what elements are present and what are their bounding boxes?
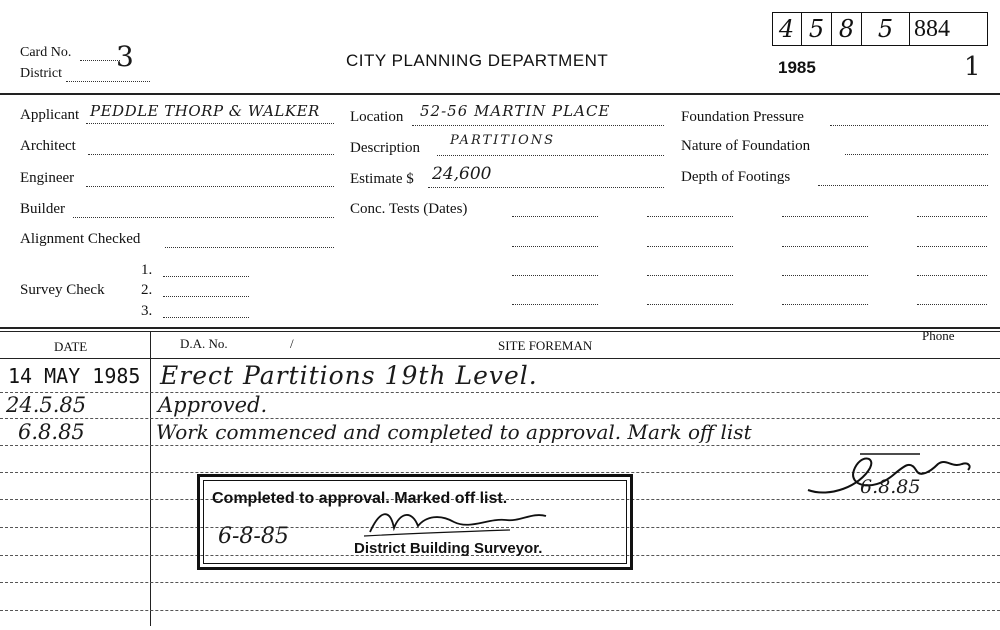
signature-date: 6.8.85 (860, 476, 921, 498)
da-number-slash: / (290, 336, 294, 351)
stamp-text-surveyor: District Building Surveyor. (354, 540, 543, 557)
alignment-checked-label: Alignment Checked (20, 231, 141, 247)
location-label: Location (350, 109, 404, 125)
survey-item-1: 1. (141, 262, 153, 278)
architect-label: Architect (20, 138, 76, 154)
ref-number: 884 (914, 16, 950, 42)
location-value: 52-56 MARTIN PLACE (420, 102, 611, 120)
page-title: CITY PLANNING DEPARTMENT (346, 51, 609, 70)
date-column-header: DATE (54, 339, 88, 354)
survey-item-2: 2. (141, 282, 153, 298)
stamp-text-completed: Completed to approval. Marked off list. (212, 490, 508, 507)
card-no-value: 3 (116, 40, 134, 73)
folio-number: 1 (964, 52, 981, 82)
ref-digit-4: 5 (862, 12, 910, 46)
log-entry-date-1: 14 MAY 1985 (8, 364, 141, 388)
log-entry-text-1: Erect Partitions 19th Level. (160, 361, 538, 390)
log-entry-text-2: Approved. (158, 393, 268, 417)
applicant-label: Applicant (20, 107, 80, 123)
stamp-date: 6-8-85 (218, 524, 289, 549)
description-label: Description (350, 140, 420, 156)
log-entry-text-3: Work commenced and completed to approval. Mark off list (156, 420, 752, 444)
estimate-label: Estimate $ (350, 171, 414, 187)
description-value: PARTITIONS (450, 133, 556, 148)
card-no-label: Card No. (20, 45, 72, 60)
da-number-header: D.A. No. (180, 336, 228, 351)
foundation-pressure-label: Foundation Pressure (681, 109, 804, 125)
nature-of-foundation-label: Nature of Foundation (681, 138, 811, 154)
log-entry-date-3: 6.8.85 (18, 420, 85, 444)
estimate-value: 24,600 (432, 164, 492, 184)
conc-tests-label: Conc. Tests (Dates) (350, 201, 468, 217)
depth-of-footings-label: Depth of Footings (681, 169, 791, 185)
builder-label: Builder (20, 201, 65, 217)
ref-digit-3: 8 (832, 12, 862, 46)
ref-digit-1: 4 (772, 12, 802, 46)
phone-header: Phone (922, 328, 955, 343)
survey-item-3: 3. (141, 303, 153, 319)
district-label: District (20, 66, 62, 81)
surveyor-signature (360, 500, 560, 540)
ref-digit-2: 5 (802, 12, 832, 46)
applicant-value: PEDDLE THORP & WALKER (90, 102, 320, 120)
site-foreman-header: SITE FOREMAN (498, 338, 593, 353)
survey-check-label: Survey Check (20, 282, 105, 298)
year: 1985 (778, 58, 816, 77)
log-entry-date-2: 24.5.85 (6, 393, 87, 417)
engineer-label: Engineer (20, 170, 75, 186)
